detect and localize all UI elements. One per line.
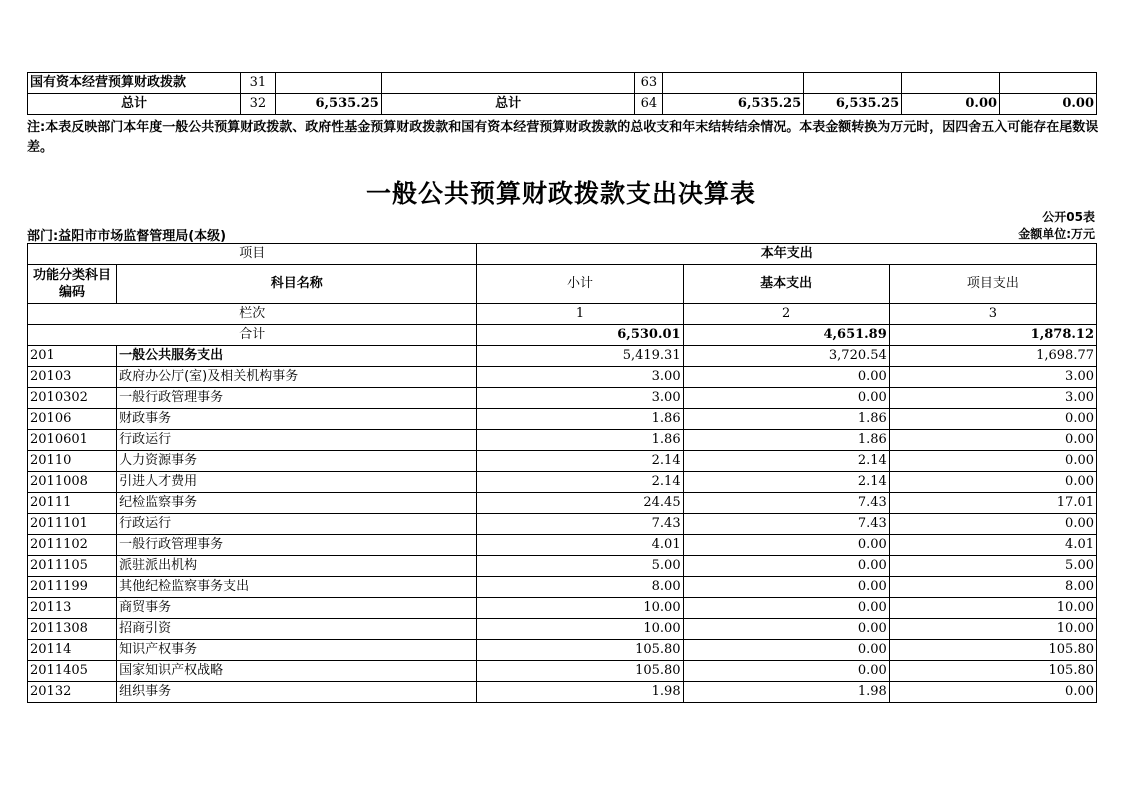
row-code: 2011101 xyxy=(28,514,117,535)
table-row xyxy=(28,409,1097,430)
row-subtotal: 3.00 xyxy=(477,367,683,388)
table-row xyxy=(28,514,1097,535)
header-col3: 3 xyxy=(889,304,1096,325)
row-code: 2010302 xyxy=(28,388,117,409)
row-basic: 2.14 xyxy=(683,451,889,472)
row-code: 2011308 xyxy=(28,619,117,640)
row-name: 纪检监察事务 xyxy=(117,493,477,514)
row-basic: 0.00 xyxy=(683,577,889,598)
expenditure-table xyxy=(27,243,1097,703)
row-project: 105.80 xyxy=(889,661,1096,682)
row-code: 20132 xyxy=(28,682,117,703)
row-project: 4.01 xyxy=(889,535,1096,556)
row-basic: 1.86 xyxy=(683,430,889,451)
summary-value-4 xyxy=(1000,73,1097,94)
row-subtotal: 105.80 xyxy=(477,661,683,682)
table-row xyxy=(28,493,1097,514)
row-name: 人力资源事务 xyxy=(117,451,477,472)
total-row xyxy=(28,325,1097,346)
row-basic: 0.00 xyxy=(683,640,889,661)
summary-right-name xyxy=(381,73,635,94)
summary-value-4: 0.00 xyxy=(1000,94,1097,115)
row-basic: 0.00 xyxy=(683,556,889,577)
row-basic: 0.00 xyxy=(683,535,889,556)
summary-value-1: 6,535.25 xyxy=(663,94,804,115)
summary-right-no: 63 xyxy=(635,73,663,94)
table-row xyxy=(28,598,1097,619)
header-item: 项目 xyxy=(28,244,477,265)
table-note: 注:本表反映部门本年度一般公共预算财政拨款、政府性基金预算财政拨款和国有资本经营预算财政拨款的总收支和年末结转结余情况。本表金额转换为万元时，因四舍五入可能存在尾数误差。 xyxy=(27,120,1099,155)
table-row xyxy=(28,367,1097,388)
row-code: 20103 xyxy=(28,367,117,388)
row-project: 0.00 xyxy=(889,451,1096,472)
row-project: 105.80 xyxy=(889,640,1096,661)
row-project: 10.00 xyxy=(889,598,1096,619)
header-row-3 xyxy=(28,304,1097,325)
row-name: 引进人才费用 xyxy=(117,472,477,493)
row-name: 一般行政管理事务 xyxy=(117,535,477,556)
row-name: 一般行政管理事务 xyxy=(117,388,477,409)
row-project: 1,698.77 xyxy=(889,346,1096,367)
row-code: 20111 xyxy=(28,493,117,514)
row-subtotal: 10.00 xyxy=(477,598,683,619)
row-name: 派驻派出机构 xyxy=(117,556,477,577)
unit-label: 金额单位:万元 xyxy=(1018,227,1095,241)
table-row xyxy=(28,682,1097,703)
row-subtotal: 10.00 xyxy=(477,619,683,640)
table-row xyxy=(28,661,1097,682)
header-current-year: 本年支出 xyxy=(477,244,1097,265)
row-code: 2011199 xyxy=(28,577,117,598)
header-row-1 xyxy=(28,244,1097,265)
table-row xyxy=(28,388,1097,409)
row-project: 0.00 xyxy=(889,514,1096,535)
row-name: 行政运行 xyxy=(117,430,477,451)
row-basic: 0.00 xyxy=(683,598,889,619)
total-project: 1,878.12 xyxy=(889,325,1096,346)
header-row-2 xyxy=(28,265,1097,304)
row-basic: 1.86 xyxy=(683,409,889,430)
total-basic: 4,651.89 xyxy=(683,325,889,346)
summary-value-3: 0.00 xyxy=(902,94,1000,115)
summary-row xyxy=(28,73,1097,94)
row-code: 20113 xyxy=(28,598,117,619)
header-subject-name: 科目名称 xyxy=(117,265,477,304)
table-row xyxy=(28,556,1097,577)
row-subtotal: 4.01 xyxy=(477,535,683,556)
row-project: 10.00 xyxy=(889,619,1096,640)
row-subtotal: 5,419.31 xyxy=(477,346,683,367)
summary-right-no: 64 xyxy=(635,94,663,115)
row-name: 组织事务 xyxy=(117,682,477,703)
row-name: 招商引资 xyxy=(117,619,477,640)
row-code: 201 xyxy=(28,346,117,367)
row-subtotal: 1.86 xyxy=(477,430,683,451)
header-project: 项目支出 xyxy=(889,265,1096,304)
row-name: 知识产权事务 xyxy=(117,640,477,661)
row-code: 20114 xyxy=(28,640,117,661)
row-basic: 3,720.54 xyxy=(683,346,889,367)
summary-left-value xyxy=(275,73,381,94)
row-code: 2010601 xyxy=(28,430,117,451)
table-row xyxy=(28,451,1097,472)
row-code: 2011405 xyxy=(28,661,117,682)
row-subtotal: 24.45 xyxy=(477,493,683,514)
header-column-no: 栏次 xyxy=(28,304,477,325)
department-label: 部门:益阳市市场监督管理局(本级) xyxy=(27,229,227,244)
summary-left-value: 6,535.25 xyxy=(275,94,381,115)
row-project: 0.00 xyxy=(889,409,1096,430)
row-subtotal: 8.00 xyxy=(477,577,683,598)
summary-right-name: 总计 xyxy=(381,94,635,115)
row-subtotal: 2.14 xyxy=(477,472,683,493)
summary-value-2 xyxy=(804,73,902,94)
table-code: 公开05表 xyxy=(1042,210,1095,224)
table-row xyxy=(28,430,1097,451)
table-row xyxy=(28,619,1097,640)
header-subtotal: 小计 xyxy=(477,265,683,304)
summary-left-no: 32 xyxy=(240,94,275,115)
row-project: 5.00 xyxy=(889,556,1096,577)
row-project: 3.00 xyxy=(889,388,1096,409)
row-basic: 0.00 xyxy=(683,661,889,682)
row-project: 0.00 xyxy=(889,472,1096,493)
page-title: 一般公共预算财政拨款支出决算表 xyxy=(365,179,756,208)
row-name: 财政事务 xyxy=(117,409,477,430)
header-col1: 1 xyxy=(477,304,683,325)
row-subtotal: 1.86 xyxy=(477,409,683,430)
row-name: 政府办公厅(室)及相关机构事务 xyxy=(117,367,477,388)
row-name: 商贸事务 xyxy=(117,598,477,619)
row-subtotal: 3.00 xyxy=(477,388,683,409)
row-basic: 2.14 xyxy=(683,472,889,493)
row-subtotal: 2.14 xyxy=(477,451,683,472)
row-subtotal: 1.98 xyxy=(477,682,683,703)
summary-left-name: 国有资本经营预算财政拨款 xyxy=(28,73,241,94)
table-row xyxy=(28,472,1097,493)
row-project: 0.00 xyxy=(889,430,1096,451)
summary-row xyxy=(28,94,1097,115)
row-subtotal: 5.00 xyxy=(477,556,683,577)
row-basic: 7.43 xyxy=(683,493,889,514)
row-project: 3.00 xyxy=(889,367,1096,388)
total-label: 合计 xyxy=(28,325,477,346)
summary-table xyxy=(27,72,1097,115)
row-code: 20110 xyxy=(28,451,117,472)
header-func-code: 功能分类科目编码 xyxy=(28,265,117,304)
row-code: 2011008 xyxy=(28,472,117,493)
row-code: 2011105 xyxy=(28,556,117,577)
summary-value-3 xyxy=(902,73,1000,94)
row-project: 0.00 xyxy=(889,682,1096,703)
row-basic: 0.00 xyxy=(683,367,889,388)
row-subtotal: 105.80 xyxy=(477,640,683,661)
table-row xyxy=(28,577,1097,598)
table-row xyxy=(28,535,1097,556)
row-name: 国家知识产权战略 xyxy=(117,661,477,682)
header-basic: 基本支出 xyxy=(683,265,889,304)
row-basic: 1.98 xyxy=(683,682,889,703)
row-code: 2011102 xyxy=(28,535,117,556)
row-subtotal: 7.43 xyxy=(477,514,683,535)
row-basic: 0.00 xyxy=(683,619,889,640)
total-subtotal: 6,530.01 xyxy=(477,325,683,346)
summary-value-1 xyxy=(663,73,804,94)
row-name: 一般公共服务支出 xyxy=(117,346,477,367)
row-name: 行政运行 xyxy=(117,514,477,535)
row-project: 17.01 xyxy=(889,493,1096,514)
row-basic: 0.00 xyxy=(683,388,889,409)
table-row xyxy=(28,640,1097,661)
summary-left-name: 总计 xyxy=(28,94,241,115)
row-project: 8.00 xyxy=(889,577,1096,598)
summary-value-2: 6,535.25 xyxy=(804,94,902,115)
row-name: 其他纪检监察事务支出 xyxy=(117,577,477,598)
table-row xyxy=(28,346,1097,367)
header-col2: 2 xyxy=(683,304,889,325)
row-basic: 7.43 xyxy=(683,514,889,535)
row-code: 20106 xyxy=(28,409,117,430)
summary-left-no: 31 xyxy=(240,73,275,94)
